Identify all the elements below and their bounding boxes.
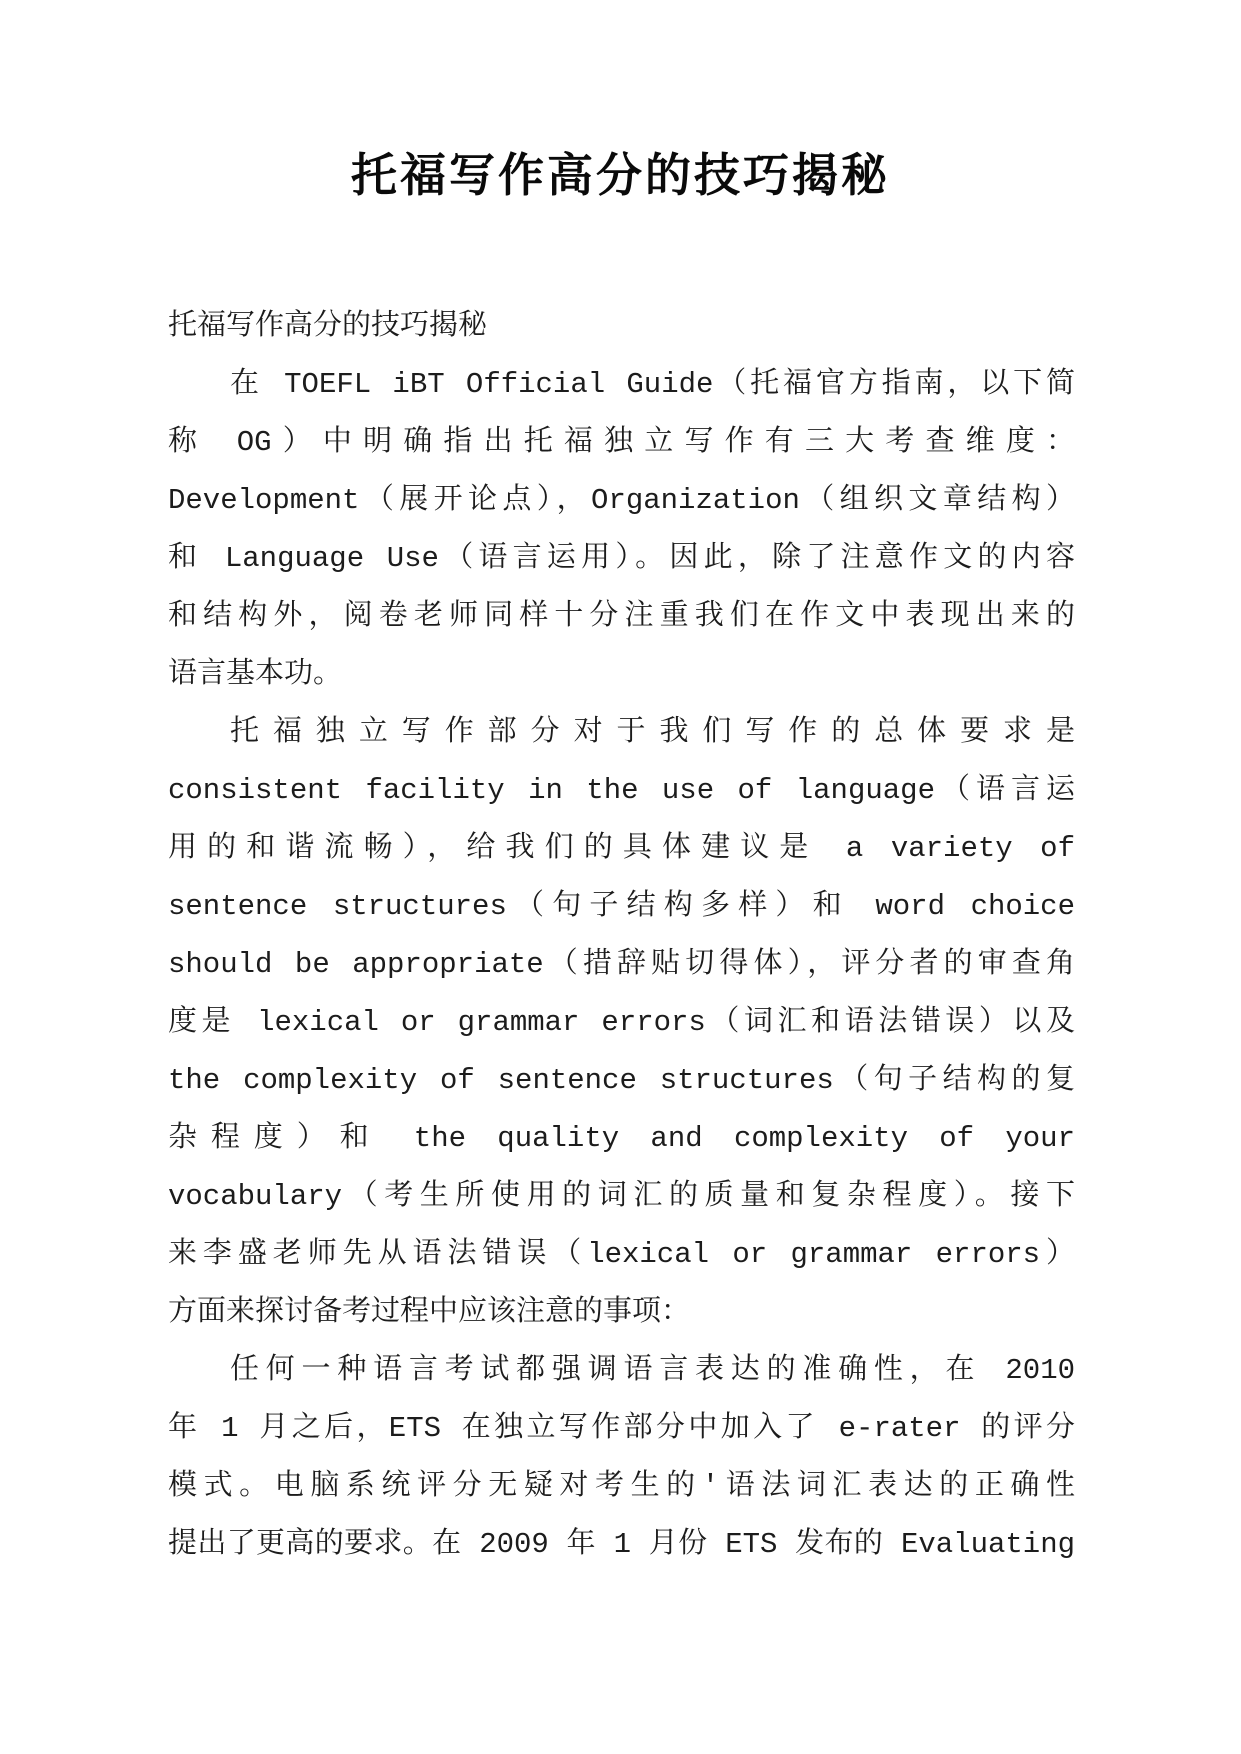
text-line: 度是 lexical or grammar errors（词汇和语法错误）以及 [168, 1006, 1075, 1039]
text-line: 托福独立写作部分对于我们写作的总体要求是 [230, 716, 1075, 749]
text-line: vocabulary（考生所使用的词汇的质量和复杂程度）。接下 [168, 1180, 1075, 1213]
text-line: should be appropriate（措辞贴切得体），评分者的审查角 [168, 948, 1075, 981]
text-line: 和结构外，阅卷老师同样十分注重我们在作文中表现出来的 [168, 600, 1075, 633]
document-title: 托福写作高分的技巧揭秘 [351, 150, 890, 201]
text-line: 来李盛老师先从语法错误（lexical or grammar errors） [168, 1238, 1075, 1271]
text-line: 任何一种语言考试都强调语言表达的准确性，在 2010 [230, 1354, 1075, 1387]
text-line: 年 1 月之后，ETS 在独立写作部分中加入了 e-rater 的评分 [168, 1412, 1075, 1445]
text-line: 和 Language Use（语言运用）。因此，除了注意作文的内容 [168, 542, 1075, 575]
text-line: sentence structures（句子结构多样）和 word choice [168, 890, 1075, 923]
text-line: 方面来探讨备考过程中应该注意的事项： [168, 1296, 691, 1329]
text-line: consistent facility in the use of language（语言运 [168, 774, 1075, 807]
text-line: 语言基本功。 [168, 658, 343, 691]
text-line: 称 OG）中明确指出托福独立写作有三大考查维度： [168, 426, 1075, 459]
text-line: Development（展开论点），Organization（组织文章结构） [168, 484, 1075, 517]
text-line: 在 TOEFL iBT Official Guide（托福官方指南，以下简 [230, 368, 1075, 401]
text-line: 杂程度）和 the quality and complexity of your [168, 1122, 1075, 1155]
text-line: 提出了更高的要求。在 2009 年 1 月份 ETS 发布的 Evaluating [168, 1528, 1075, 1561]
text-line: the complexity of sentence structures（句子结构的复 [168, 1064, 1075, 1097]
text-line: 用的和谐流畅），给我们的具体建议是 a variety of [168, 832, 1075, 865]
document-body [168, 298, 1075, 1574]
text-line: 模式。电脑系统评分无疑对考生的'语法词汇表达的正确性 [168, 1470, 1075, 1503]
text-line: 托福写作高分的技巧揭秘 [168, 310, 488, 343]
